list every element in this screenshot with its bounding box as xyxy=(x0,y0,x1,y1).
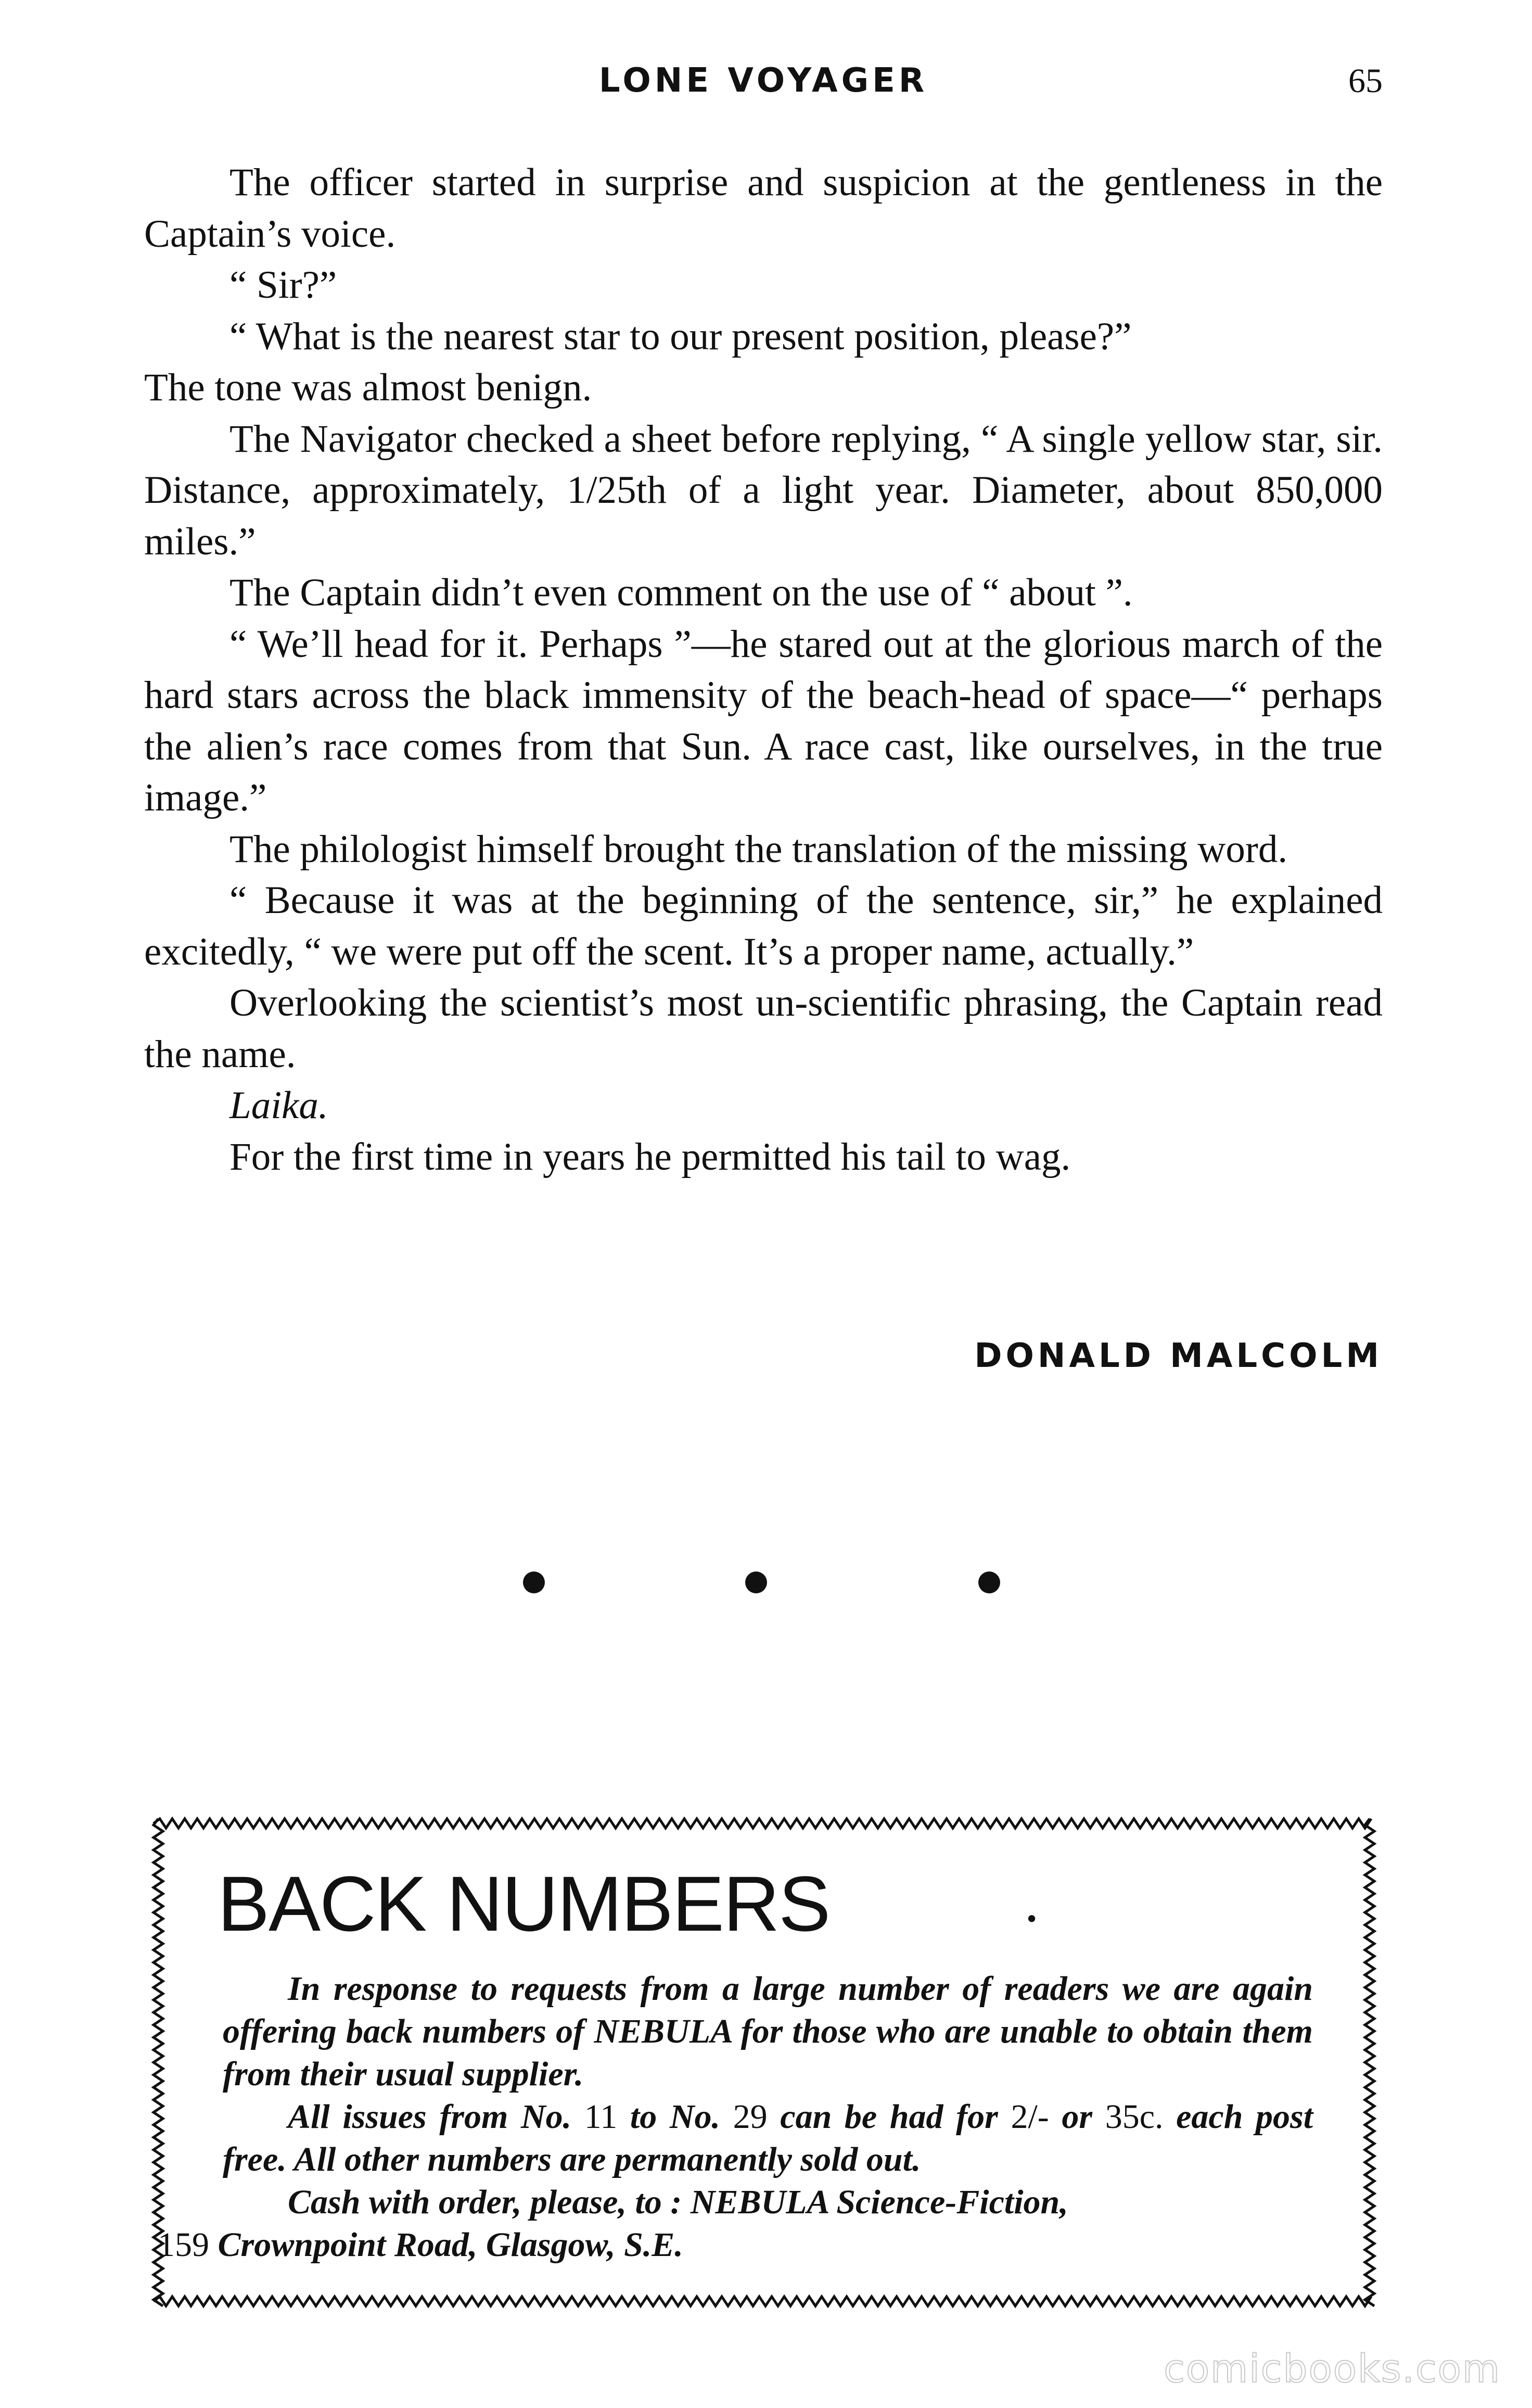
story-paragraph-italic: Laika. xyxy=(229,1084,328,1127)
story-paragraph: Overlooking the scientist’s most un-scientific phrasing, the Captain read the name. xyxy=(144,981,1383,1076)
ad-text-fragment: Cash with order, please, to : NEBULA Science-Fiction, xyxy=(288,2183,1068,2221)
page-number: 65 xyxy=(1348,62,1383,100)
ad-text-fragment: each post free. All other numbers are permanently sold out. xyxy=(223,2098,1313,2178)
ad-bullet-mark: • xyxy=(1025,1905,1039,1933)
story-paragraph: “ Because it was at the beginning of the sentence, sir,” he explained excitedly, “ we were put off the scent. It’s a proper name, actually.” xyxy=(144,879,1383,973)
section-divider-dot xyxy=(745,1571,767,1593)
story-paragraph: “ Sir?” xyxy=(229,263,337,307)
ad-issue-number: 11 xyxy=(584,2098,618,2136)
ad-text-fragment: can be had for xyxy=(780,2098,998,2136)
ad-paragraph xyxy=(158,2181,1313,2266)
story-paragraph: The Navigator checked a sheet before replying, “ A single yellow star, sir. Distance, approximately, 1/25th of a light year. Diameter, about 850,000 miles.” xyxy=(144,417,1383,563)
back-numbers-advertisement xyxy=(147,1813,1381,2312)
ad-text-fragment: All issues from No. xyxy=(288,2098,572,2136)
author-byline: DONALD MALCOLM xyxy=(974,1337,1383,1375)
story-paragraph: “ We’ll head for it. Perhaps ”—he stared out at the glorious march of the hard stars across the black immensity of the beach-head of space—“ perhaps the alien’s race comes from that Sun. A race cast, like ourselves, in the true image.” xyxy=(144,622,1383,819)
story-text xyxy=(144,157,1383,1183)
story-paragraph: The officer started in surprise and suspicion at the gentleness in the Captain’s voice. xyxy=(144,161,1383,256)
ad-paragraph: In response to requests from a large number of readers we are again offering back numbers of NEBULA for those who are unable to obtain them from their usual supplier. xyxy=(223,1970,1313,2093)
story-paragraph: The Captain didn’t even comment on the use of “ about ”. xyxy=(229,571,1133,614)
section-divider-dot xyxy=(523,1571,545,1593)
story-paragraph: The philologist himself brought the translation of the missing word. xyxy=(229,827,1288,871)
running-head xyxy=(144,61,1383,113)
story-paragraph: The tone was almost benign. xyxy=(144,366,592,409)
section-divider-dot xyxy=(978,1571,1000,1593)
story-paragraph: “ What is the nearest star to our present position, please?” xyxy=(229,314,1132,358)
ad-text-fragment: or xyxy=(1062,2098,1093,2136)
ad-price: 2/- xyxy=(1011,2098,1049,2136)
ad-address: Crownpoint Road, Glasgow, S.E. xyxy=(218,2226,683,2264)
ad-price: 35c. xyxy=(1105,2098,1164,2136)
ad-body xyxy=(158,1968,1313,2266)
ad-title: BACK NUMBERS xyxy=(218,1860,830,1947)
ad-issue-number: 29 xyxy=(733,2098,768,2136)
watermark: comicbooks.com xyxy=(1164,2347,1501,2391)
ad-text-fragment: to No. xyxy=(630,2098,721,2136)
ad-street-number: 159 xyxy=(158,2226,209,2264)
ad-paragraph xyxy=(223,2096,1313,2181)
running-title: LONE VOYAGER xyxy=(598,61,928,100)
story-paragraph: For the first time in years he permitted his tail to wag. xyxy=(229,1135,1071,1178)
